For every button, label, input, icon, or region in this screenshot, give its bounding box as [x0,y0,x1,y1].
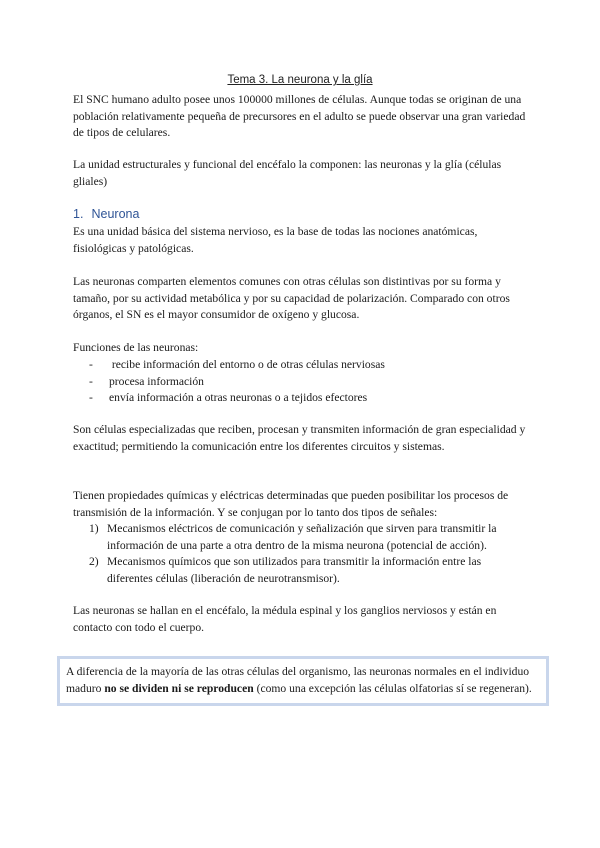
highlight-callout-box [57,656,549,706]
bullet-dash: - [89,391,93,404]
section-number: 1. [73,207,84,221]
list-item-text: Mecanismos eléctricos de comunicación y señalización que sirven para transmitir la información de una parte a otra dentro de la misma neurona (potencial de acción). [107,522,497,552]
list-item [89,390,385,407]
section-label: Neurona [91,207,140,221]
callout-text-after: (como una excepción las células olfatorias sí se regeneran). [253,681,532,695]
callout-bold-text: no se dividen ni se reproducen [104,681,254,695]
list-item-text: procesa información [109,374,204,388]
propiedades-paragraph: Tienen propiedades químicas y eléctricas determinadas que pueden posibilitar los procesos de transmisión de la información. Y se conjugan por lo tanto dos tipos de señales: [73,489,509,519]
list-number: 2) [89,555,99,568]
list-item-text: envía información a otras neuronas o a tejidos efectores [109,391,368,404]
list-item [89,374,385,391]
section-heading-neurona [73,207,139,221]
list-item-text: recibe información del entorno o de otras células nerviosas [109,358,385,371]
ubicacion-paragraph: Las neuronas se hallan en el encéfalo, la médula espinal y los ganglios nerviosos y están en contacto con todo el cuerpo. [73,604,497,634]
list-item [89,554,529,587]
callout-text-before: A diferencia de la mayoría de las otras células del organismo, las neuronas normales en el individuo maduro [66,665,530,695]
comparten-paragraph: Las neuronas comparten elementos comunes con otras células son distintivas por su forma y tamaño, por su actividad metabólica y por su capacidad de polarización. Comparado con otros órganos, el SN es el mayor consumidor de oxígeno y glucosa. [73,275,510,321]
funciones-title: Funciones de las neuronas: [73,341,199,354]
bullet-dash: - [89,374,93,388]
especializadas-paragraph: Son células especializadas que reciben, procesan y transmiten información de gran especialidad y exactitud; permitiendo la comunicación entre los diferentes circuitos y sistemas. [73,423,526,453]
definicion-paragraph: Es una unidad básica del sistema nervioso, es la base de todas las nociones anatómicas, fisiológicas y patológicas. [73,225,478,255]
funciones-list [89,357,385,407]
unidad-paragraph: La unidad estructurales y funcional del encéfalo la componen: las neuronas y la glía (células gliales) [73,158,502,188]
list-number: 1) [89,522,99,535]
list-item [89,357,385,374]
senales-list [89,521,529,587]
page-title: Tema 3. La neurona y la glía [227,74,373,86]
list-item-text: Mecanismos químicos que son utilizados para transmitir la información entre las diferentes células (liberación de neurotransmisor). [107,555,482,585]
list-item [89,521,529,554]
bullet-dash: - [89,358,93,371]
intro-paragraph: El SNC humano adulto posee unos 100000 millones de células. Aunque todas se originan de una población relativamente pequeña de precursores en el adulto se puede observar una gran variedad de tipos de celulares. [73,93,526,139]
